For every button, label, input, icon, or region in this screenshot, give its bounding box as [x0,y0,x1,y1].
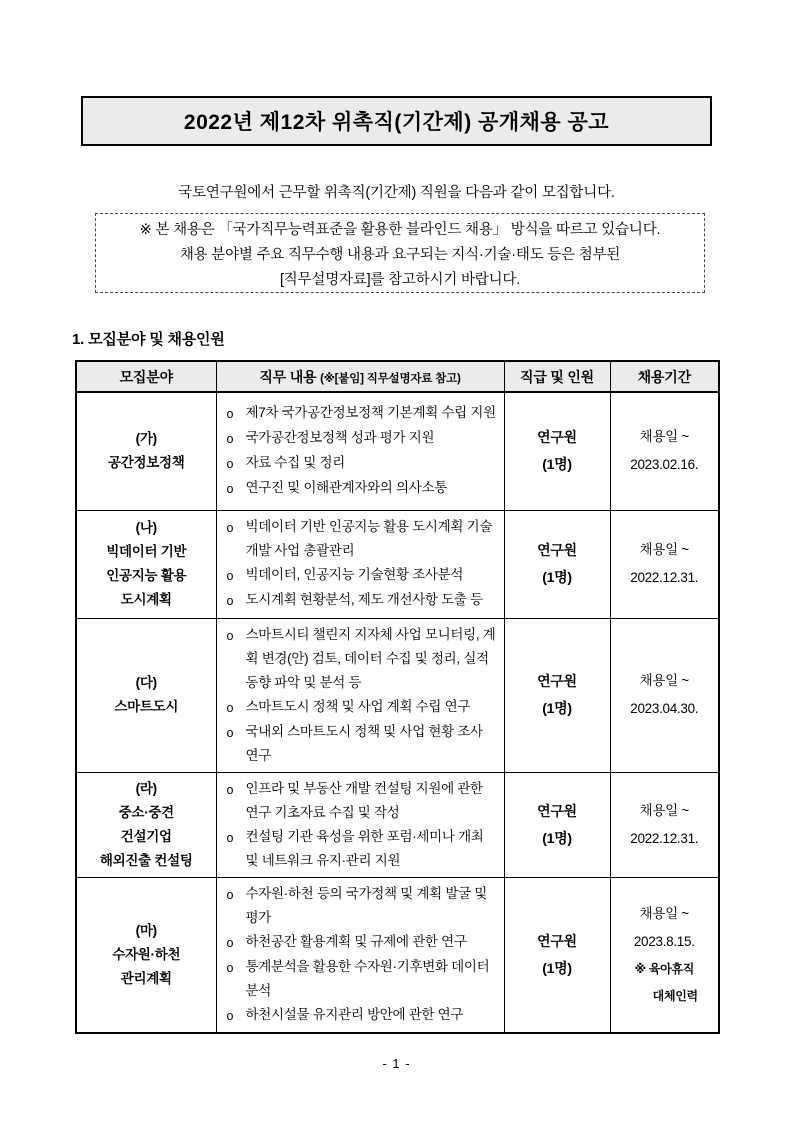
headcount: (1명) [542,700,572,716]
period-line: 2022.12.31. [630,570,699,585]
field-line: (나) [135,520,157,535]
field-line: 스마트도시 [114,699,179,714]
recruitment-table [75,360,720,1034]
period-note-line: ※ 육아휴직 [634,961,695,976]
position-cell [504,392,610,510]
bullet: o [226,407,234,422]
notice-line-2: 채용 분야별 주요 직무수행 내용과 요구되는 지식·기술·태도 등은 첨부된 [179,247,621,263]
field-line: (라) [135,780,157,796]
field-line: (마) [135,922,157,938]
table-header-row [76,361,719,392]
header-duties-main: 직무 내용 [259,368,317,385]
bullet: o [226,887,234,902]
position-cell [504,772,610,877]
bullet: o [226,457,234,472]
notice-box [95,213,705,293]
duty-item: o 인프라 및 부동산 개발 컨설팅 지원에 관한 연구 기초자료 수집 및 작성 [227,777,498,825]
headcount: (1명) [542,456,572,473]
duty-item: o 국내외 스마트도시 정책 및 사업 현황 조사 연구 [227,720,498,768]
duty-item: o 수자원·하천 등의 국가정책 및 계획 발굴 및 평가 [227,882,498,930]
duty-item: o 스마트시티 챌린지 지자체 사업 모니터링, 계획 변경(안) 검토, 데이터 수집 및 정리, 실적 동향 파악 및 분석 등 [227,623,498,695]
table-row-ra [76,772,719,877]
bullet: o [226,594,234,608]
duties-cell [216,392,504,510]
bullet: o [226,700,234,715]
duties-cell [216,877,504,1033]
duties-cell [216,618,504,772]
period-cell [610,877,719,1033]
period-cell [610,510,719,618]
notice-line-3: [직무설명자료]를 참고하시기 바랍니다. [279,272,521,288]
header-field: 모집분야 [76,361,216,392]
field-line: 수자원·하천 [112,946,181,962]
headcount: (1명) [542,569,572,585]
headcount: (1명) [542,829,572,846]
header-period: 채용기간 [610,361,719,392]
bullet: o [226,1008,234,1023]
duty-item: o 하천시설물 유지관리 방안에 관한 연구 [227,1003,498,1028]
position-cell [504,877,610,1033]
period-line: 채용일 ~ [639,673,689,688]
bullet: o [226,482,234,497]
header-duties-sub: (※[붙임] 직무설명자료 참고) [320,372,461,385]
section-heading: 1. 모집분야 및 채용인원 [72,331,225,348]
position: 연구원 [537,932,577,949]
period-note-line: 대체인력 [652,988,698,1003]
field-line: 해외진출 컨설팅 [99,852,193,868]
page-title: 2022년 제12차 위촉직(기간제) 공개채용 공고 [183,111,610,134]
field-line: 인공지능 활용 [106,568,187,583]
field-line: 중소·중견 [118,804,174,820]
table-row-ga [76,392,719,510]
field-line: (가) [135,431,157,447]
period-cell [610,772,719,877]
headcount: (1명) [542,959,572,976]
bullet: o [226,521,234,535]
position: 연구원 [537,802,577,819]
table-row-na [76,510,719,618]
bullet: o [226,960,234,975]
bullet: o [226,569,234,583]
period-line: 2023.02.16. [630,457,699,473]
table-row-da [76,618,719,772]
position-cell [504,618,610,772]
bullet: o [226,725,234,740]
duty-item: o 통계분석을 활용한 수자원·기후변화 데이터 분석 [227,955,498,1003]
notice-line-1: ※ 본 채용은 「국가직무능력표준을 활용한 블라인드 채용」 방식을 따르고 있습니다. [139,222,661,238]
bullet: o [226,935,234,950]
period-line: 채용일 ~ [639,802,689,818]
duty-item: o 컨설팅 기관 육성을 위한 포럼·세미나 개최 및 네트워크 유지·관리 지원 [227,825,498,873]
announcement-title-box [81,96,712,146]
page-number: - 1 - [382,1056,411,1071]
duty-item: o 자료 수집 및 정리 [227,451,498,476]
position: 연구원 [537,542,577,558]
header-duties [216,361,504,392]
duty-item: o 빅데이터 기반 인공지능 활용 도시계획 기술개발 사업 총괄관리 [227,515,498,563]
header-position: 직급 및 인원 [504,361,610,392]
field-line: 도시계획 [120,592,172,607]
duty-item: o 스마트도시 정책 및 사업 계획 수립 연구 [227,695,498,720]
field-line: 공간정보정책 [108,455,185,471]
field-cell [76,510,216,618]
field-line: 빅데이터 기반 [106,544,187,559]
period-cell [610,392,719,510]
period-line: 2023.8.15. [633,933,695,949]
field-line: (다) [135,675,157,690]
period-cell [610,618,719,772]
duty-item: o 빅데이터, 인공지능 기술현황 조사분석 [227,563,498,588]
duties-cell [216,510,504,618]
bullet: o [226,432,234,447]
duty-item: o 하천공간 활용계획 및 규제에 관한 연구 [227,930,498,955]
table-row-ma [76,877,719,1033]
duty-item: o 국가공간정보정책 성과 평가 지원 [227,426,498,451]
field-cell [76,392,216,510]
period-line: 채용일 ~ [639,905,689,921]
position: 연구원 [537,429,577,446]
bullet: o [226,830,234,845]
period-line: 채용일 ~ [639,429,689,445]
duty-item: o 도시계획 현황분석, 제도 개선사항 도출 등 [227,588,498,613]
intro-text: 국토연구원에서 근무할 위촉직(기간제) 직원을 다음과 같이 모집합니다. [178,185,615,201]
position: 연구원 [537,673,577,689]
field-cell [76,877,216,1033]
field-cell [76,618,216,772]
bullet: o [226,628,234,643]
field-cell [76,772,216,877]
period-line: 2023.04.30. [630,701,699,716]
period-line: 2022.12.31. [630,830,699,846]
period-line: 채용일 ~ [639,542,689,557]
field-line: 관리계획 [120,970,172,986]
duties-cell [216,772,504,877]
position-cell [504,510,610,618]
duty-item: o 제7차 국가공간정보정책 기본계획 수립 지원 [227,401,498,426]
duty-item: o 연구진 및 이해관계자와의 의사소통 [227,476,498,501]
bullet: o [226,782,234,797]
field-line: 건설기업 [120,828,172,844]
